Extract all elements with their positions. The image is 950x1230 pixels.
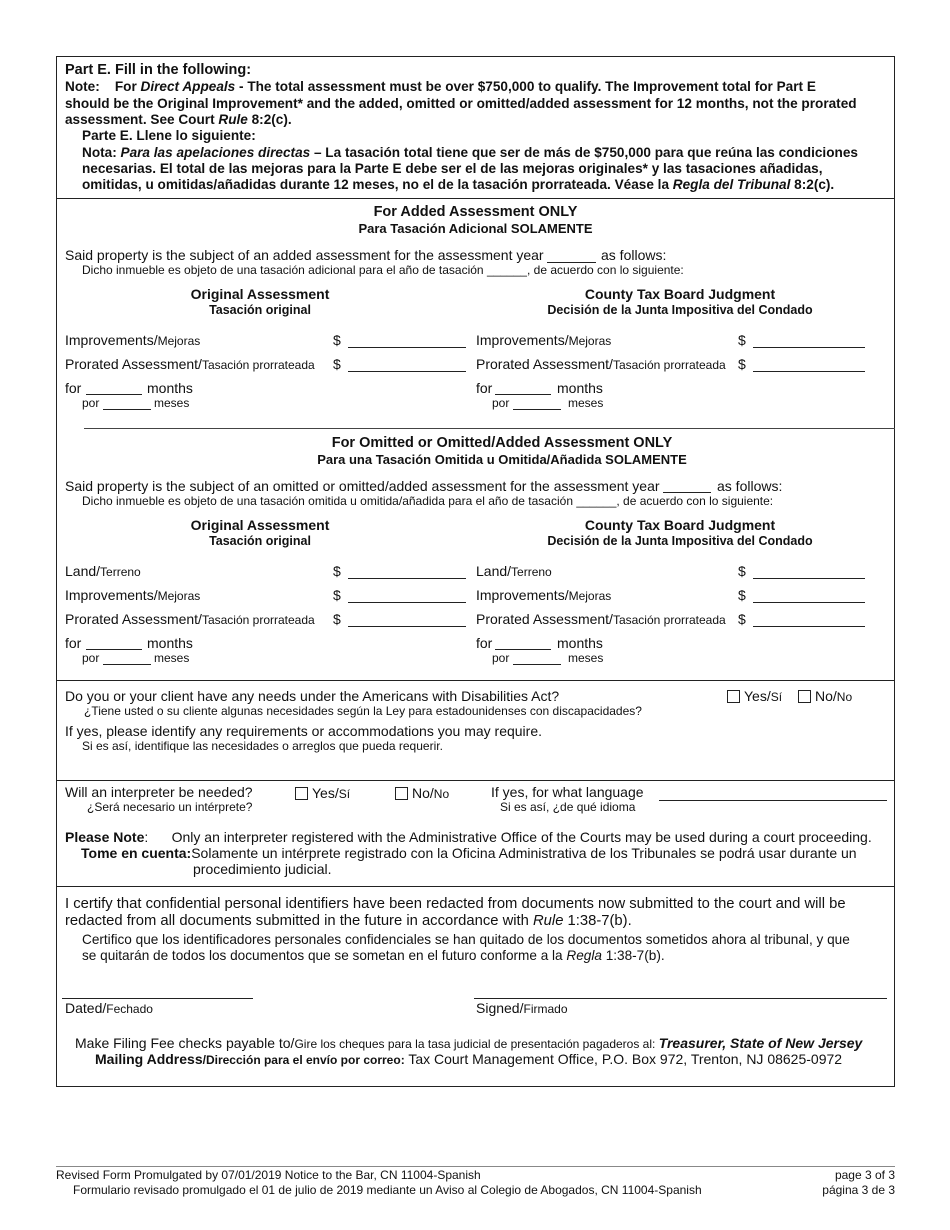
omitted-heading-es: Para una Tasación Omitida u Omitida/Añadida SOLAMENTE <box>317 452 687 467</box>
added-orig-meses-label: meses <box>154 396 190 410</box>
omitted-ctb-meses-label: meses <box>568 651 604 665</box>
original-assessment-heading-es: Tasación original <box>209 303 311 317</box>
interpreter-yes-option[interactable]: Yes/Sí <box>295 785 350 801</box>
omitted-intro-end: as follows: <box>717 478 783 494</box>
interpreter-question: Will an interpreter be needed? <box>65 784 253 800</box>
omitted-ctb-improvements-field[interactable] <box>753 602 865 603</box>
omitted-orig-prorated-field[interactable] <box>348 626 466 627</box>
footer-divider <box>56 1166 895 1167</box>
dated-label: Dated/Fechado <box>65 1000 153 1016</box>
omitted-orig-land-label: Land/Terreno <box>65 563 141 579</box>
omitted-ctb-land-label: Land/Terreno <box>476 563 552 579</box>
added-orig-improvements-field[interactable] <box>348 347 466 348</box>
added-ctb-prorated-label: Prorated Assessment/Tasación prorrateada <box>476 356 726 372</box>
dollar-sign: $ <box>738 587 746 603</box>
omitted-ctb-improvements-label: Improvements/Mejoras <box>476 587 612 603</box>
footer-revised-es: Formulario revisado promulgado el 01 de julio de 2019 mediante un Aviso al Colegio de Abogados, CN 11004-Spanish <box>73 1183 702 1197</box>
omitted-year-field[interactable] <box>663 492 711 493</box>
omitted-ctb-months-label: months <box>557 635 603 651</box>
dollar-sign: $ <box>333 587 341 603</box>
added-intro: Said property is the subject of an added assessment for the assessment year <box>65 247 544 263</box>
footer-page: page 3 of 3 <box>834 1168 895 1182</box>
added-orig-months-field[interactable] <box>86 394 142 395</box>
interpreter-note-es-line2: procedimiento judicial. <box>193 861 332 877</box>
omitted-ctb-for-label: for <box>476 635 493 651</box>
omitted-intro: Said property is the subject of an omitted or omitted/added assessment for the assessment year <box>65 478 660 494</box>
ctb-judgment-heading-es: Decisión de la Junta Impositiva del Condado <box>547 534 813 548</box>
added-orig-prorated-field[interactable] <box>348 371 466 372</box>
original-assessment-heading-es: Tasación original <box>209 534 311 548</box>
divider <box>56 886 895 887</box>
omitted-ctb-meses-field[interactable] <box>513 664 561 665</box>
interpreter-question-es: ¿Será necesario un intérprete? <box>87 800 253 814</box>
dollar-sign: $ <box>738 356 746 372</box>
dollar-sign: $ <box>333 356 341 372</box>
omitted-intro-es: Dicho inmueble es objeto de una tasación omitida u omitida/añadida para el año de tasación ______, de acuerdo con lo siguiente: <box>82 494 774 508</box>
interpreter-language-label-es: Si es así, ¿de qué idioma <box>500 800 636 814</box>
added-orig-por-label: por <box>82 396 100 410</box>
added-ctb-prorated-field[interactable] <box>753 371 865 372</box>
dollar-sign: $ <box>738 332 746 348</box>
footer-revised: Revised Form Promulgated by 07/01/2019 Notice to the Bar, CN 11004-Spanish <box>56 1168 481 1182</box>
omitted-ctb-months-field[interactable] <box>495 649 551 650</box>
ctb-judgment-heading: County Tax Board Judgment <box>584 517 776 533</box>
divider <box>56 198 895 199</box>
added-heading-es: Para Tasación Adicional SOLAMENTE <box>358 221 593 236</box>
added-intro-end: as follows: <box>601 247 667 263</box>
certify-line2: redacted from all documents submitted in the future in accordance with Rule 1:38-7(b). <box>65 913 632 929</box>
omitted-ctb-por-label: por <box>492 651 510 665</box>
original-assessment-heading: Original Assessment <box>190 517 330 533</box>
ada-ifyes-es: Si es así, identifique las necesidades o arreglos que pueda requerir. <box>82 739 443 753</box>
omitted-orig-land-field[interactable] <box>348 578 466 579</box>
part-e-note-line2: should be the Original Improvement* and the added, omitted or omitted/added assessment for 12 months, not the prorated <box>65 96 857 111</box>
part-e-title-es: Parte E. Llene lo siguiente: <box>82 128 256 143</box>
dated-field[interactable] <box>62 998 253 999</box>
ada-no-option[interactable]: No/No <box>798 688 852 704</box>
dollar-sign: $ <box>738 563 746 579</box>
part-e-title: Part E. Fill in the following: <box>65 62 252 78</box>
certify-line1: I certify that confidential personal identifiers have been redacted from documents now submitted to the court and will be <box>65 896 846 912</box>
added-orig-improvements-label: Improvements/Mejoras <box>65 332 201 348</box>
omitted-orig-improvements-field[interactable] <box>348 602 466 603</box>
divider <box>56 780 895 781</box>
checkbox[interactable] <box>295 787 308 800</box>
added-heading: For Added Assessment ONLY <box>373 204 578 220</box>
ctb-judgment-heading: County Tax Board Judgment <box>584 286 776 302</box>
added-ctb-months-label: months <box>557 380 603 396</box>
omitted-ctb-prorated-label: Prorated Assessment/Tasación prorrateada <box>476 611 726 627</box>
omitted-orig-meses-field[interactable] <box>103 664 151 665</box>
part-e-note-es-line3: omitidas, u omitidas/añadidas durante 12 meses, no el de la tasación prorrateada. Véase la Regla del Tribunal 8:2(c). <box>82 177 835 192</box>
omitted-orig-por-label: por <box>82 651 100 665</box>
omitted-orig-months-field[interactable] <box>86 649 142 650</box>
added-orig-prorated-label: Prorated Assessment/Tasación prorrateada <box>65 356 315 372</box>
interpreter-no-option[interactable]: No/No <box>395 785 449 801</box>
signed-label: Signed/Firmado <box>476 1000 568 1016</box>
omitted-ctb-land-field[interactable] <box>753 578 865 579</box>
added-ctb-months-field[interactable] <box>495 394 551 395</box>
dollar-sign: $ <box>738 611 746 627</box>
footer-page-es: página 3 de 3 <box>822 1183 895 1197</box>
interpreter-note: Please Note: Only an interpreter registered with the Administrative Office of the Courts may be used during a court proceeding. <box>65 829 872 845</box>
omitted-orig-meses-label: meses <box>154 651 190 665</box>
certify-es-line2: se quitarán de todos los documentos que se sometan en el futuro conforme a la Regla 1:38-7(b). <box>82 948 665 963</box>
omitted-orig-for-label: for <box>65 635 82 651</box>
added-ctb-meses-field[interactable] <box>513 409 561 410</box>
checkbox[interactable] <box>798 690 811 703</box>
ctb-judgment-heading-es: Decisión de la Junta Impositiva del Condado <box>547 303 813 317</box>
checkbox[interactable] <box>727 690 740 703</box>
omitted-ctb-prorated-field[interactable] <box>753 626 865 627</box>
added-intro-es: Dicho inmueble es objeto de una tasación adicional para el año de tasación ______, de acuerdo con lo siguiente: <box>82 263 684 277</box>
dollar-sign: $ <box>333 332 341 348</box>
omitted-orig-improvements-label: Improvements/Mejoras <box>65 587 201 603</box>
omitted-heading: For Omitted or Omitted/Added Assessment ONLY <box>331 435 673 451</box>
added-ctb-for-label: for <box>476 380 493 396</box>
added-ctb-por-label: por <box>492 396 510 410</box>
signature-field[interactable] <box>474 998 887 999</box>
added-orig-for-label: for <box>65 380 82 396</box>
part-e-note-line3: assessment. See Court Rule 8:2(c). <box>65 112 292 127</box>
added-orig-months-label: months <box>147 380 193 396</box>
interpreter-note-es: Tome en cuenta:Solamente un intérprete registrado con la Oficina Administrativa de los Tribunales se podrá usar durante un <box>81 845 857 861</box>
ada-yes-option[interactable]: Yes/Sí <box>727 688 782 704</box>
filing-fee-line: Make Filing Fee checks payable to/Gire los cheques para la tasa judicial de presentación pagaderos al: Treasurer, State of New Jersey <box>75 1035 863 1051</box>
part-e-note-line1: Note: For Direct Appeals - The total assessment must be over $750,000 to qualify. The Improvement total for Part E <box>65 79 816 94</box>
dollar-sign: $ <box>333 611 341 627</box>
certify-es-line1: Certifico que los identificadores personales confidenciales se han quitado de los documentos sometidos ahora al tribunal, y que <box>82 932 850 947</box>
added-ctb-improvements-field[interactable] <box>753 347 865 348</box>
checkbox[interactable] <box>395 787 408 800</box>
added-orig-meses-field[interactable] <box>103 409 151 410</box>
omitted-orig-prorated-label: Prorated Assessment/Tasación prorrateada <box>65 611 315 627</box>
part-e-note-es-line2: necesarias. El total de las mejoras para la Parte E debe ser el de las mejoras originales* y las tasaciones añadidas, <box>82 161 823 176</box>
divider <box>56 680 895 681</box>
ada-question: Do you or your client have any needs under the Americans with Disabilities Act? <box>65 688 560 704</box>
part-e-note-es-line1: Nota: Para las apelaciones directas – La tasación total tiene que ser de más de $750,000 para que reúna las condiciones <box>82 145 858 160</box>
dollar-sign: $ <box>333 563 341 579</box>
original-assessment-heading: Original Assessment <box>190 286 330 302</box>
mailing-address-line: Mailing Address/Dirección para el envío por correo: Tax Court Management Office, P.O. Box 972, Trenton, NJ 08625-0972 <box>95 1051 843 1067</box>
added-ctb-meses-label: meses <box>568 396 604 410</box>
added-ctb-improvements-label: Improvements/Mejoras <box>476 332 612 348</box>
interpreter-language-field[interactable] <box>659 800 887 801</box>
ada-question-es: ¿Tiene usted o su cliente algunas necesidades según la Ley para estadounidenses con discapacidades? <box>84 704 642 718</box>
omitted-orig-months-label: months <box>147 635 193 651</box>
ada-ifyes: If yes, please identify any requirements or accommodations you may require. <box>65 723 543 739</box>
divider <box>84 428 895 429</box>
interpreter-language-label: If yes, for what language <box>491 784 644 800</box>
